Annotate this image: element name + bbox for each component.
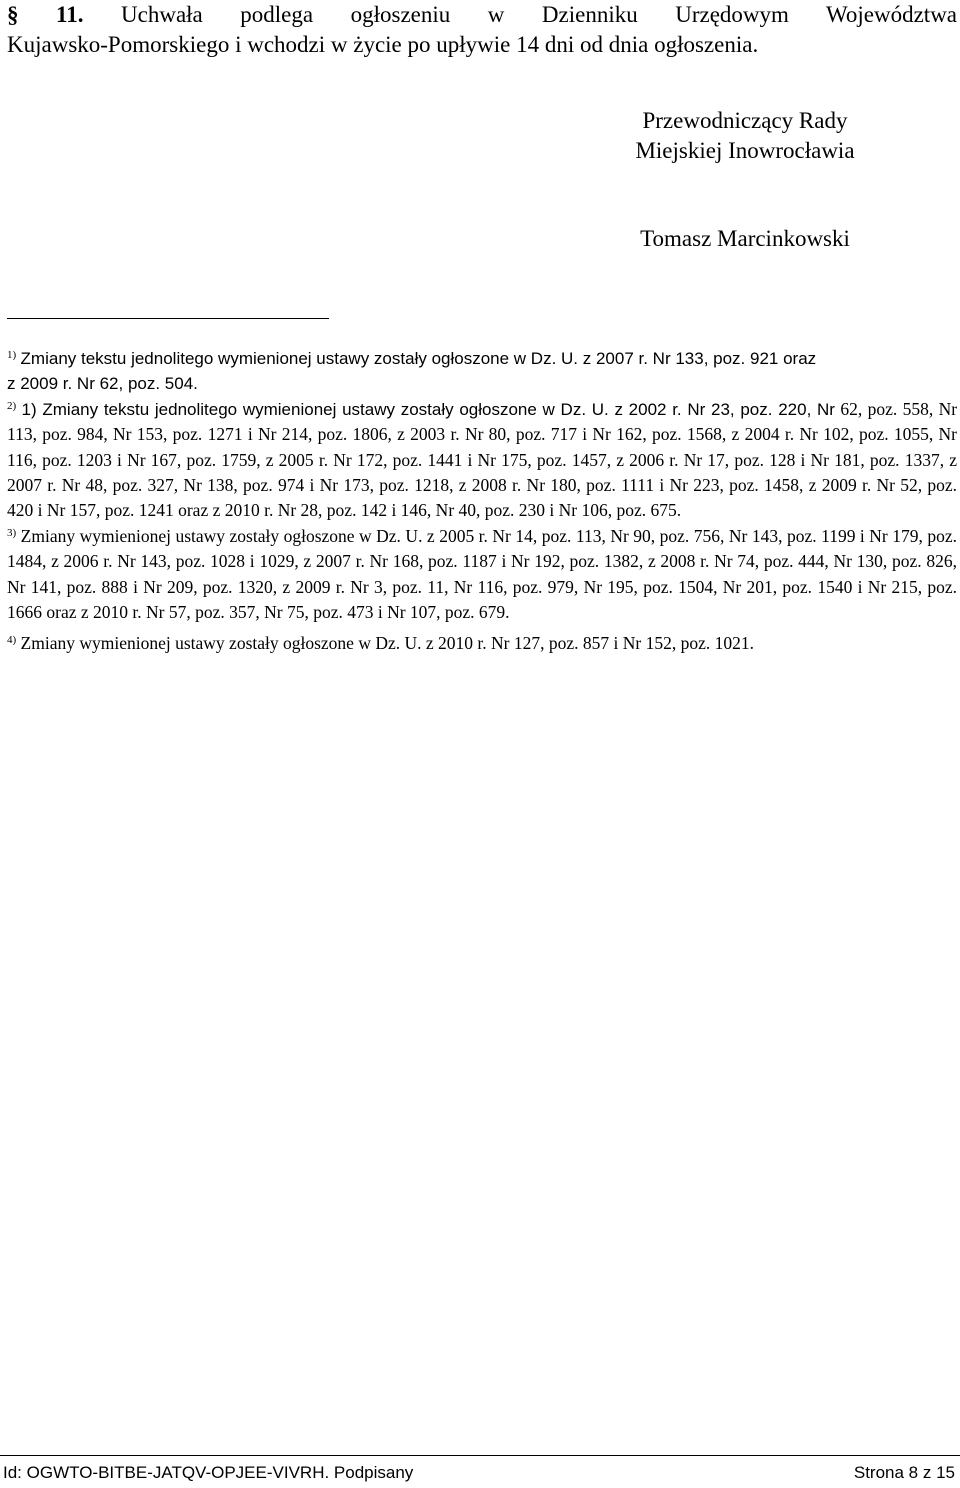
footnote-marker: 1)	[7, 349, 17, 361]
footnote-text: 1) Zmiany tekstu jednolitego wymienionej ustawy zostały ogłoszone w Dz. U. z 2002 r. Nr 23, poz. 220, Nr	[21, 399, 835, 419]
footnote-text: Zmiany wymienionej ustawy zostały ogłoszone w Dz. U. z 2005 r. Nr 14, poz. 113, Nr 90, poz. 756, Nr 143, poz. 1199 i Nr 179, poz. 1484, z 2006 r. Nr 143, poz. 1028 i 1029, z 2007 r. Nr 168, poz. 1187 i Nr 192, poz. 1382, z 2008 r. Nr 74, poz. 444, Nr 130, poz. 826, Nr 141, poz. 888 i Nr 209, poz. 1320, z 2009 r. Nr 3, poz. 11, Nr 116, poz. 979, Nr 195, poz. 1504, Nr 201, poz. 1540 i Nr 215, poz. 1666 oraz z 2010 r. Nr 57, poz. 357, Nr 75, poz. 473 i Nr 107, poz. 679.	[7, 525, 958, 623]
footnote-3	[7, 524, 957, 626]
section-number: § 11.	[7, 2, 84, 27]
signature-title-line-2: Miejskiej Inowrocławia	[635, 138, 855, 163]
paragraph-11-line-2: Kujawsko-Pomorskiego i wchodzi w życie po upływie 14 dni od dnia ogłoszenia.	[7, 32, 759, 57]
footnote-marker: 2)	[7, 399, 17, 412]
signature-name: Tomasz Marcinkowski	[640, 226, 850, 251]
footnotes	[7, 346, 957, 657]
footnote-1	[7, 346, 957, 397]
footnote-separator	[7, 318, 329, 319]
signature-title	[560, 106, 930, 166]
signature-title-line-1: Przewodniczący Rady	[642, 108, 848, 133]
footnote-2	[7, 397, 957, 524]
paragraph-11-line-1	[7, 0, 957, 30]
footnote-text: Zmiany wymienionej ustawy zostały ogłoszone w Dz. U. z 2010 r. Nr 127, poz. 857 i Nr 152, poz. 1021.	[20, 633, 754, 654]
footnote-text-cont: 62, poz. 558, Nr 113, poz. 984, Nr 153, poz. 1271 i Nr 214, poz. 1806, z 2003 r. Nr 80, poz. 717 i Nr 162, poz. 1568, z 2004 r. Nr 102, poz. 1055, Nr 116, poz. 1203 i Nr 167, poz. 1759, z 2005 r. Nr 172, poz. 1441 i Nr 175, poz. 1457, z 2006 r. Nr 17, poz. 128 i Nr 181, poz. 1337, z 2007 r. Nr 48, poz. 327, Nr 138, poz. 974 i Nr 173, poz. 1218, z 2008 r. Nr 180, poz. 1111 i Nr 223, poz. 1458, z 2009 r. Nr 52, poz. 420 i Nr 157, poz. 1241 oraz z 2010 r. Nr 28, poz. 142 i 146, Nr 40, poz. 230 i Nr 106, poz. 675.	[7, 398, 958, 521]
document-id: Id: OGWTO-BITBE-JATQV-OPJEE-VIVRH. Podpisany	[3, 1463, 414, 1482]
footnote-marker: 3)	[7, 526, 17, 539]
footer-separator	[0, 1455, 960, 1456]
footnote-4	[7, 631, 957, 656]
paragraph-11	[7, 0, 957, 60]
footnote-text: Zmiany tekstu jednolitego wymienionej ustawy zostały ogłoszone w Dz. U. z 2007 r. Nr 133, poz. 921 oraz	[20, 349, 817, 368]
page-number: Strona 8 z 15	[853, 1463, 955, 1482]
footnote-marker: 4)	[7, 634, 17, 647]
paragraph-11-text-1: Uchwała podlega ogłoszeniu w Dzienniku Urzędowym Województwa	[121, 2, 958, 27]
footnote-text-cont: z 2009 r. Nr 62, poz. 504.	[7, 374, 198, 394]
